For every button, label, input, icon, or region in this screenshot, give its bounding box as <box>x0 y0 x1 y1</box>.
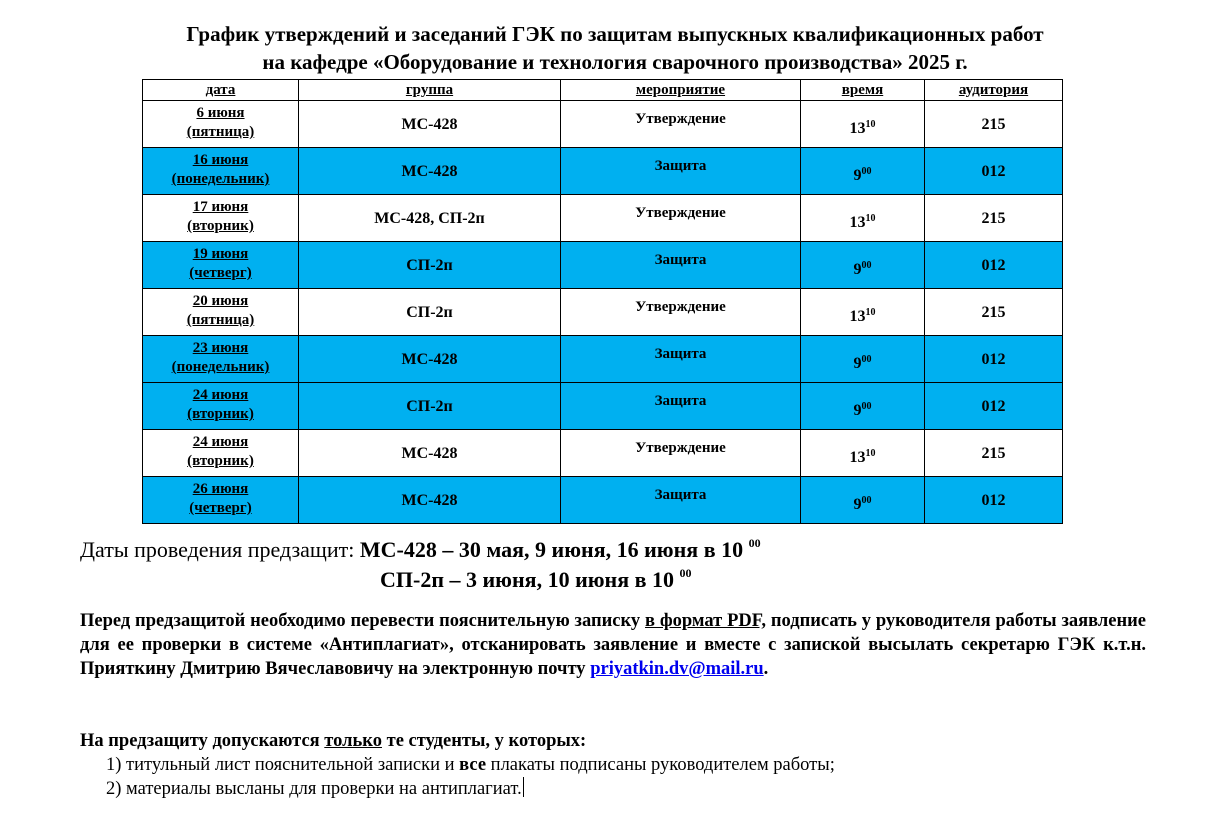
date-day: 20 июня <box>192 293 249 309</box>
date-weekday: (вторник) <box>187 453 254 469</box>
event-cell <box>561 336 801 383</box>
date-cell <box>143 430 299 477</box>
time-hour: 9 <box>853 495 862 513</box>
room-cell: 215 <box>925 101 1063 148</box>
header-time: время <box>801 80 925 101</box>
header-room: аудитория <box>925 80 1063 101</box>
event-text: Утверждение <box>635 205 726 221</box>
admission-requirements <box>80 729 835 801</box>
time-minute: 00 <box>861 165 872 177</box>
group-cell: МС-428 <box>299 101 561 148</box>
predefense-line-2-sup: 00 <box>679 566 692 580</box>
time-hour: 9 <box>853 166 862 184</box>
time-cell <box>801 148 925 195</box>
predefense-line-1-text: МС-428 – 30 мая, 9 июня, 16 июня в 10 <box>359 537 744 562</box>
room-cell: 012 <box>925 477 1063 524</box>
time-text <box>854 162 872 185</box>
event-text: Защита <box>654 487 707 503</box>
instructions-text-2: подписать у руководителя работы заявление для ее проверки в системе «Антиплагиат», отсканировать заявление и вместе с запиской высылать секретарю ГЭК к.т.н. Прияткину Дмитрию Вячеславовичу на электронную почту <box>80 611 1147 679</box>
date-day: 16 июня <box>192 152 249 168</box>
requirement-item-2 <box>80 777 835 801</box>
instructions-end: . <box>763 659 769 679</box>
date-weekday: (вторник) <box>187 406 254 422</box>
requirement-1-all: все <box>459 755 487 775</box>
time-text <box>854 256 872 279</box>
group-cell: СП-2п <box>299 383 561 430</box>
table-row <box>143 430 1063 477</box>
time-cell <box>801 195 925 242</box>
time-cell <box>801 242 925 289</box>
header-group: группа <box>299 80 561 101</box>
date-weekday: (пятница) <box>186 124 255 140</box>
date-day: 24 июня <box>192 387 249 403</box>
time-minute: 10 <box>865 306 876 318</box>
group-cell: СП-2п <box>299 242 561 289</box>
event-cell <box>561 242 801 289</box>
event-cell <box>561 430 801 477</box>
requirement-2-text: 2) материалы высланы для проверки на антиплагиат. <box>106 779 522 799</box>
table-row <box>143 101 1063 148</box>
time-text <box>854 491 872 514</box>
requirement-1-text-a: 1) титульный лист пояснительной записки и <box>106 755 455 775</box>
requirement-item-1 <box>80 753 835 777</box>
title-line-2: на кафедре «Оборудование и технология сварочного производства» 2025 г. <box>262 50 968 74</box>
time-text <box>850 209 876 232</box>
time-hour: 13 <box>849 119 866 137</box>
table-row <box>143 195 1063 242</box>
time-minute: 10 <box>865 118 876 130</box>
group-cell: МС-428 <box>299 336 561 383</box>
room-cell: 012 <box>925 383 1063 430</box>
group-cell: МС-428 <box>299 148 561 195</box>
event-text: Защита <box>654 346 707 362</box>
date-cell <box>143 477 299 524</box>
text-cursor <box>523 777 524 797</box>
instructions-text-1: Перед предзащитой необходимо перевести пояснительную записку <box>80 611 641 631</box>
event-cell <box>561 477 801 524</box>
event-text: Утверждение <box>635 299 726 315</box>
event-cell <box>561 148 801 195</box>
requirement-1-text-c: плакаты подписаны руководителем работы; <box>490 755 835 775</box>
time-text <box>850 444 876 467</box>
time-hour: 13 <box>849 213 866 231</box>
admission-heading-2: те студенты, у которых: <box>386 731 587 751</box>
time-minute: 00 <box>861 400 872 412</box>
date-day: 19 июня <box>192 246 249 262</box>
room-cell: 012 <box>925 148 1063 195</box>
group-cell: МС-428, СП-2п <box>299 195 561 242</box>
event-text: Утверждение <box>635 440 726 456</box>
predefense-line-2 <box>380 558 692 595</box>
table-row <box>143 148 1063 195</box>
time-minute: 00 <box>861 494 872 506</box>
date-cell <box>143 242 299 289</box>
document-title <box>0 20 1230 76</box>
date-day: 24 июня <box>192 434 249 450</box>
time-text <box>850 303 876 326</box>
date-cell <box>143 148 299 195</box>
date-weekday: (четверг) <box>189 265 252 281</box>
time-text <box>850 115 876 138</box>
date-day: 23 июня <box>192 340 249 356</box>
email-link[interactable]: priyatkin.dv@mail.ru <box>590 659 764 679</box>
time-cell <box>801 383 925 430</box>
date-cell <box>143 195 299 242</box>
room-cell: 215 <box>925 430 1063 477</box>
table-row <box>143 242 1063 289</box>
event-cell <box>561 101 801 148</box>
predefense-line-2-text: СП-2п – 3 июня, 10 июня в 10 <box>380 567 675 592</box>
event-cell <box>561 195 801 242</box>
time-text <box>854 397 872 420</box>
admission-heading-1: На предзащиту допускаются <box>80 731 320 751</box>
event-text: Утверждение <box>635 111 726 127</box>
event-text: Защита <box>654 252 707 268</box>
event-cell <box>561 289 801 336</box>
time-cell <box>801 101 925 148</box>
table-row <box>143 383 1063 430</box>
time-cell <box>801 477 925 524</box>
table-header-row <box>143 80 1063 101</box>
time-cell <box>801 336 925 383</box>
date-cell <box>143 383 299 430</box>
time-cell <box>801 430 925 477</box>
room-cell: 012 <box>925 242 1063 289</box>
date-weekday: (пятница) <box>186 312 255 328</box>
time-hour: 9 <box>853 401 862 419</box>
admission-heading <box>80 729 835 753</box>
group-cell: МС-428 <box>299 430 561 477</box>
date-weekday: (понедельник) <box>171 359 270 375</box>
group-cell: СП-2п <box>299 289 561 336</box>
table-row <box>143 336 1063 383</box>
time-hour: 13 <box>849 307 866 325</box>
date-day: 17 июня <box>192 199 249 215</box>
time-minute: 00 <box>861 259 872 271</box>
room-cell: 215 <box>925 195 1063 242</box>
time-text <box>854 350 872 373</box>
time-cell <box>801 289 925 336</box>
event-text: Защита <box>654 158 707 174</box>
date-weekday: (вторник) <box>187 218 254 234</box>
event-text: Защита <box>654 393 707 409</box>
time-minute: 10 <box>865 447 876 459</box>
time-hour: 13 <box>849 448 866 466</box>
admission-only: только <box>324 731 382 751</box>
instructions-paragraph <box>80 609 1146 681</box>
date-weekday: (четверг) <box>189 500 252 516</box>
title-line-1: График утверждений и заседаний ГЭК по защитам выпускных квалификационных работ <box>186 22 1044 46</box>
time-minute: 00 <box>861 353 872 365</box>
pdf-format-note: в формат PDF, <box>645 611 766 631</box>
date-day: 6 июня <box>196 105 245 121</box>
room-cell: 215 <box>925 289 1063 336</box>
event-cell <box>561 383 801 430</box>
room-cell: 012 <box>925 336 1063 383</box>
group-cell: МС-428 <box>299 477 561 524</box>
date-cell <box>143 336 299 383</box>
date-day: 26 июня <box>192 481 249 497</box>
predefense-label: Даты проведения предзащит: <box>80 537 355 562</box>
header-date: дата <box>143 80 299 101</box>
time-minute: 10 <box>865 212 876 224</box>
table-row <box>143 289 1063 336</box>
header-event: мероприятие <box>561 80 801 101</box>
schedule-body <box>143 101 1063 524</box>
date-cell <box>143 289 299 336</box>
predefense-dates <box>80 528 761 592</box>
schedule-table <box>142 79 1063 524</box>
predefense-line-1-sup: 00 <box>748 536 761 550</box>
time-hour: 9 <box>853 354 862 372</box>
date-cell <box>143 101 299 148</box>
date-weekday: (понедельник) <box>171 171 270 187</box>
table-row <box>143 477 1063 524</box>
time-hour: 9 <box>853 260 862 278</box>
